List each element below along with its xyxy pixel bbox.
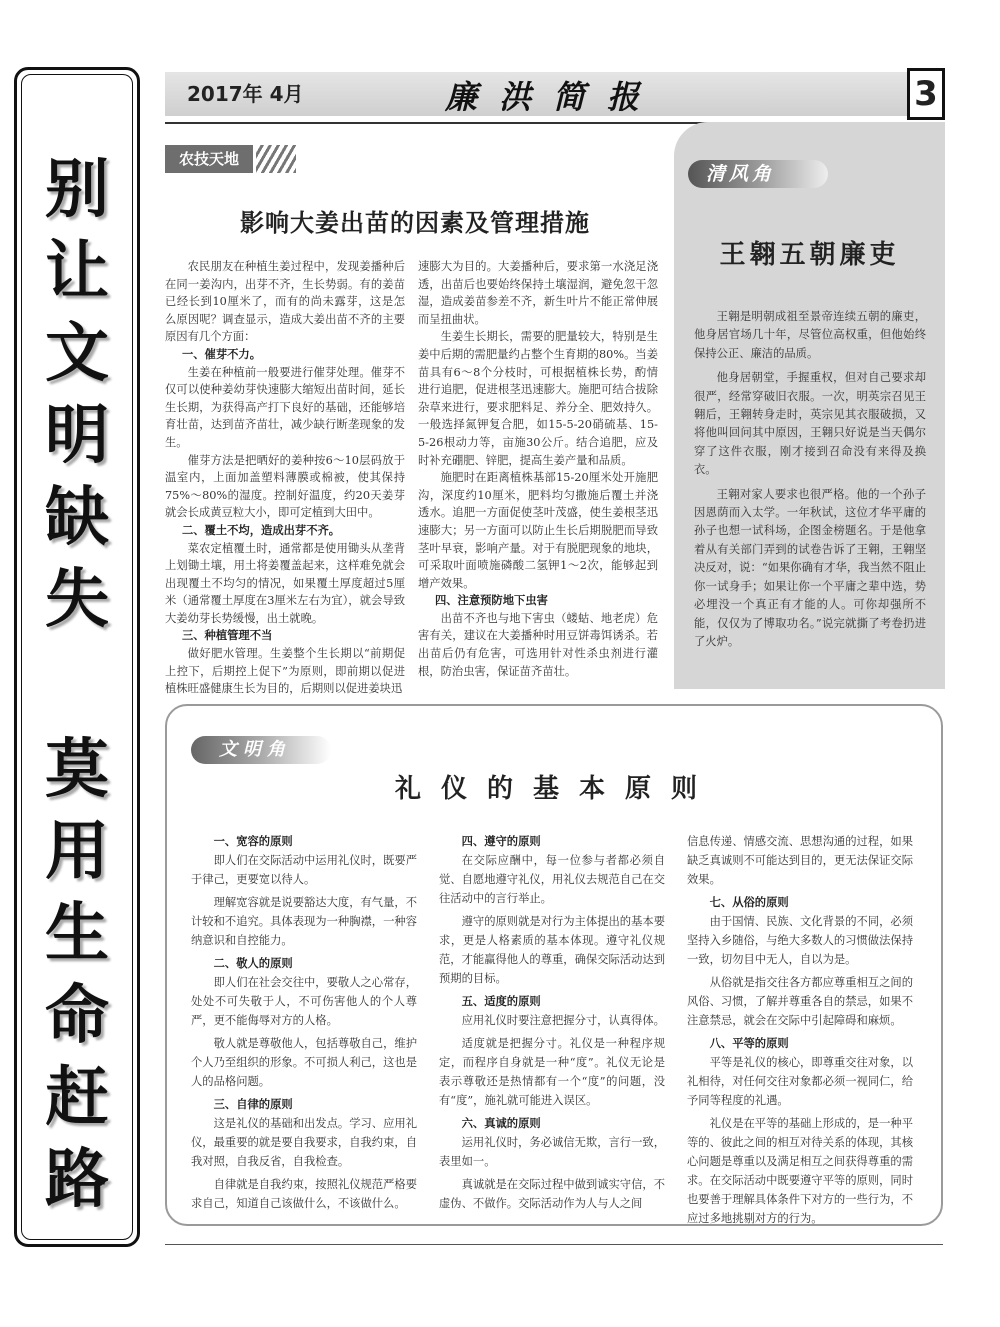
paragraph: 施肥时在距离植株基部15-20厘米处开施肥沟，深度约10厘米，肥料均匀撒施后覆土并浇透水。追肥一方面促使茎叶茂盛，使生姜根茎迅速膨大；另一方面可以防止生长后期脱肥而导致茎叶早衰，影响产量。对于有脱肥现象的地块，可采取叶面喷施磷酸二氢钾1～2次，能够起到增产效果。	[418, 471, 658, 590]
paragraph: 即人们在交际活动中运用礼仪时，既要严于律己，更要宽以待人。	[191, 854, 417, 886]
page-number: 3	[907, 68, 945, 120]
etiquette-column-2	[439, 832, 665, 1217]
article-title: 影响大姜出苗的因素及管理措施	[240, 209, 590, 237]
issue-date: 2017年 4月	[187, 82, 304, 106]
paragraph: 农民朋友在种植生姜过程中，发现姜播种后在同一姜沟内，出芽不齐，生长势弱。有的姜苗已经长到10厘米了，而有的尚未露芽，这是怎么原因呢？调查显示，造成大姜出苗不齐的主要原因有几个方面：	[165, 260, 405, 344]
article-column-2	[418, 258, 658, 680]
section-heading: 二、覆土不均，造成出芽不齐。	[181, 523, 341, 537]
section-heading: 四、遵守的原则	[461, 835, 541, 848]
paper-name: 廉洪简报	[445, 78, 662, 116]
paragraph: 敬人就是尊敬他人，包括尊敬自己，维护个人乃至组织的形象。不可损人利己，这也是人的品格问题。	[191, 1037, 417, 1088]
paragraph: 生姜生长期长，需要的肥量较大，特别是生姜中后期的需肥量约占整个生育期的80%。当姜苗具有6～8个分枝时，可根据植株长势，酌情进行追肥，促进根茎迅速膨大。施肥可结合拔除杂草来进行，要求肥料足、养分全、肥效持久。一般选择氮钾复合肥，如15-5-20硝硫基、15-5-26根动力等，亩施30公斤。结合追肥，应及时补充硼肥、锌肥，提高生姜产量和品质。	[418, 330, 658, 467]
etiquette-box	[165, 704, 943, 1226]
paragraph: 理解宽容就是说要豁达大度，有气量，不计较和不追究。具体表现为一种胸襟，一种容纳意识和自控能力。	[191, 896, 417, 947]
bottom-rule	[165, 1244, 943, 1245]
sidebar-paragraph: 王翱是明朝成祖至景帝连续五朝的廉吏，他身居官场几十年，尽管位高权重，但他始终保持公正、廉洁的品质。	[694, 310, 926, 360]
sidebar-panel	[674, 122, 945, 689]
paragraph: 在交际应酬中，每一位参与者都必须自觉、自愿地遵守礼仪，用礼仪去规范自己在交往活动中的言行举止。	[439, 854, 665, 905]
paragraph: 真诚就是在交际过程中做到诚实守信，不虚伪、不做作。交际活动作为人与人之间	[439, 1178, 665, 1210]
etiquette-column-3	[687, 832, 913, 1232]
slogan-char: 别	[45, 152, 109, 227]
section-heading: 三、自律的原则	[213, 1098, 293, 1111]
box-title: 礼仪的基本原则	[394, 774, 717, 804]
paragraph: 礼仪是在平等的基础上形成的，是一种平等的、彼此之间的相互对待关系的体现，其核心问题是尊重以及满足相互之间获得尊重的需求。在交际活动中既要遵守平等的原则，同时也要善于理解具体条件下对方的一些行为，不应过多地挑剔对方的行为。	[687, 1117, 913, 1225]
slogan-char: 明	[45, 398, 109, 473]
column-label: 农技天地	[165, 145, 253, 173]
paragraph: 做好肥水管理。生姜整个生长期以“前期促上控下，后期控上促下”为原则，即前期以促进植株旺盛健康生长为目的，后期则以促进姜块迅	[165, 647, 405, 696]
sidebar-body	[694, 308, 926, 657]
slogan-char: 让	[45, 234, 109, 309]
section-heading: 三、种植管理不当	[181, 629, 273, 643]
section-heading: 四、注意预防地下虫害	[434, 594, 548, 608]
paragraph: 运用礼仪时，务必诚信无欺，言行一致，表里如一。	[439, 1136, 665, 1168]
slogan-char: 赶	[45, 1060, 109, 1135]
slogan-char: 缺	[45, 480, 109, 555]
paragraph: 平等是礼仪的核心，即尊重交往对象，以礼相待，对任何交往对象都必须一视同仁，给予同等程度的礼遇。	[687, 1056, 913, 1107]
paragraph: 生姜在种植前一般要进行催芽处理。催芽不仅可以使种姜幼芽快速膨大缩短出苗时间，延长生长期，为获得高产打下良好的基础，还能够培育壮苗，达到苗齐苗壮，减少缺行断垄现象的发生。	[165, 365, 405, 449]
section-heading: 五、适度的原则	[461, 995, 541, 1008]
page-header	[165, 72, 945, 116]
article-column-1	[165, 258, 405, 698]
paragraph: 适度就是把握分寸。礼仪是一种程序规定，而程序自身就是一种“度”。礼仪无论是表示尊敬还是热情都有一个“度”的问题，没有“度”，施礼就可能进入误区。	[439, 1037, 665, 1107]
box-label: 文明角	[191, 736, 331, 764]
paragraph: 遵守的原则就是对行为主体提出的基本要求，更是人格素质的基本体现。遵守礼仪规范，才能赢得他人的尊重，确保交际活动达到预期的目标。	[439, 915, 665, 985]
section-heading: 八、平等的原则	[709, 1037, 789, 1050]
section-heading: 一、催芽不力。	[181, 347, 262, 361]
column-label-stripes	[256, 145, 296, 173]
slogan-char: 生	[45, 896, 109, 971]
sidebar-paragraph: 他身居朝堂，手握重权，但对自己要求却很严，经常穿破旧衣服。一次，明英宗召见王翱后，王翱转身走时，英宗见其衣服破损，又将他叫回问其中原因，王翱只好说是当天偶尔穿了这件衣服，刚才接到召命没有来得及换衣。	[694, 371, 926, 477]
slogan-char: 莫	[45, 732, 109, 807]
sidebar-title: 王翱五朝廉吏	[719, 240, 900, 270]
paragraph: 催芽方法是把晒好的姜种按6～10层码放于温室内，上面加盖塑料薄膜或棉被，使其保持75%～80%的湿度。控制好温度，约20天姜芽就会长成黄豆粒大小，即可定植到大田中。	[165, 453, 405, 520]
sidebar-label: 清风角	[688, 160, 828, 188]
section-heading: 六、真诚的原则	[461, 1117, 541, 1130]
slogan-char: 命	[45, 978, 109, 1053]
slogan-char: 文	[45, 316, 109, 391]
paragraph: 即人们在社会交往中，要敬人之心常存，处处不可失敬于人，不可伤害他人的个人尊严，更不能侮辱对方的人格。	[191, 976, 417, 1027]
paragraph: 出苗不齐也与地下害虫（蝼蛄、地老虎）危害有关，建议在大姜播种时用豆饼毒饵诱杀。若出苗后仍有危害，可选用针对性杀虫剂进行灌根，防治虫害，保证苗齐苗壮。	[418, 611, 658, 678]
section-heading: 七、从俗的原则	[709, 896, 789, 909]
sidebar-paragraph: 王翱对家人要求也很严格。他的一个孙子因恩荫而入太学。一年秋试，这位才华平庸的孙子也想一试科场，企图金榜题名。于是他拿着从有关部门弄到的试卷告诉了王翱，王翱坚决反对，说：“如果你确有才华，我当然不阻止你一试身手；如果让你一个平庸之辈中选，势必埋没一个真正有才能的人。可你却强所不能，仅仅为了博取功名。”说完就撕了考卷扔进了火炉。	[694, 487, 926, 648]
slogan-char: 路	[45, 1142, 109, 1217]
slogan-char: 失	[45, 562, 109, 637]
paragraph: 从俗就是指交往各方都应尊重相互之间的风俗、习惯，了解并尊重各自的禁忌，如果不注意禁忌，就会在交际中引起障碍和麻烦。	[687, 976, 913, 1027]
side-slogan-banner	[14, 67, 140, 1247]
paragraph: 自律就是自我约束，按照礼仪规范严格要求自己，知道自己该做什么，不该做什么。	[191, 1178, 417, 1210]
paragraph: 应用礼仪时要注意把握分寸，认真得体。	[461, 1014, 665, 1027]
section-heading: 一、宽容的原则	[213, 835, 293, 848]
paragraph: 信息传递、情感交流、思想沟通的过程，如果缺乏真诚则不可能达到目的，更无法保证交际效果。	[687, 835, 913, 886]
section-heading: 二、敬人的原则	[213, 957, 293, 970]
paragraph: 速膨大为目的。大姜播种后，要求第一水浇足浇透，出苗后也要始终保持土壤湿润，避免忽干忽湿，造成姜苗参差不齐，新生叶片不能正常伸展而呈扭曲状。	[418, 260, 658, 326]
etiquette-column-1	[191, 832, 417, 1217]
slogan-char: 用	[45, 814, 109, 889]
paragraph: 由于国情、民族、文化背景的不同，必须坚持入乡随俗，与绝大多数人的习惯做法保持一致，切勿目中无人，自以为是。	[687, 915, 913, 966]
paragraph: 这是礼仪的基础和出发点。学习、应用礼仪，最重要的就是要自我要求，自我约束，自我对照，自我反省，自我检查。	[191, 1117, 417, 1168]
paragraph: 菜农定植覆土时，通常都是使用锄头从垄背上划锄土壤，用土将姜覆盖起来，这样难免就会出现覆土不均匀的情况，如果覆土厚度超过5厘米（通常覆土厚度在3厘米左右为宜），就会导致大姜幼芽长势缓慢，出土就晚。	[165, 541, 405, 625]
